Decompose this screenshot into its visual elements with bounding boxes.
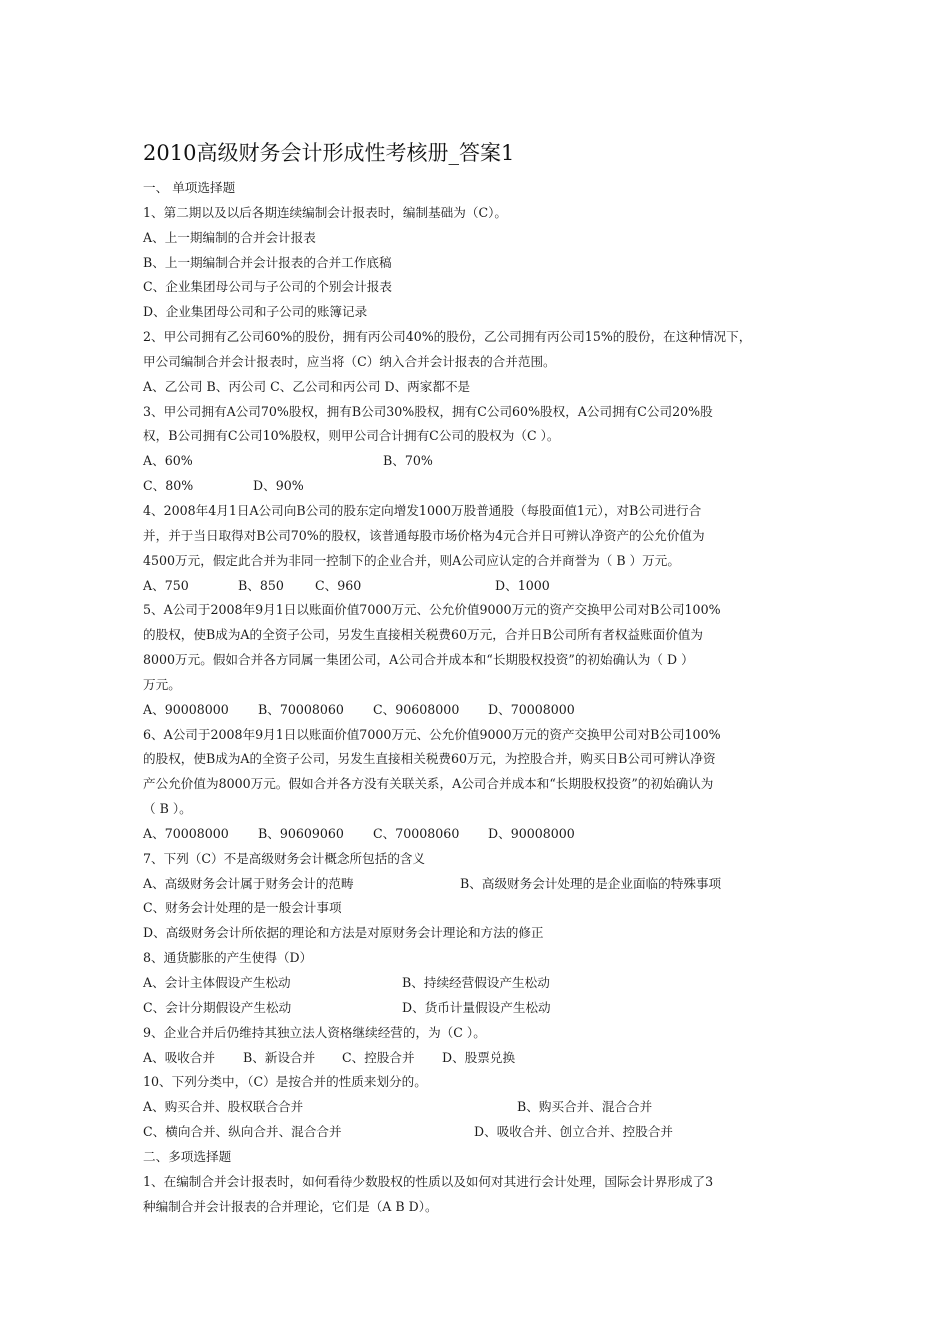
option-text: A、70008000 xyxy=(143,825,229,841)
line-text: 种编制合并会计报表的合并理论，它们是（A B D）。 xyxy=(143,1198,438,1214)
text-line xyxy=(143,747,823,772)
text-line xyxy=(143,1046,823,1071)
text-line xyxy=(143,524,823,549)
line-text: A、乙公司 B、丙公司 C、乙公司和丙公司 D、两家都不是 xyxy=(143,378,471,394)
text-line xyxy=(143,1145,823,1170)
line-text: D、高级财务会计所依据的理论和方法是对原财务会计理论和方法的修正 xyxy=(143,925,544,941)
text-line xyxy=(143,822,823,847)
option-text: A、吸收合并 xyxy=(143,1049,216,1065)
option-text: B、70008060 xyxy=(258,701,344,717)
line-text: 甲公司编制合并会计报表时，应当将（C）纳入合并会计报表的合并范围。 xyxy=(143,353,556,369)
line-text: 8000万元。假如合并各方同属一集团公司，A公司合并成本和“长期股权投资”的初始确认为（ D ） xyxy=(143,652,694,668)
line-text: 2、甲公司拥有乙公司60%的股份，拥有丙公司40%的股份，乙公司拥有丙公司15%的股份，在这种情况下， xyxy=(143,329,752,345)
text-line xyxy=(143,1095,823,1120)
text-line xyxy=(143,598,823,623)
document-title: 2010高级财务会计形成性考核册_答案1 xyxy=(143,141,515,165)
line-text: A、上一期编制的合并会计报表 xyxy=(143,229,316,245)
option-text: A、高级财务会计属于财务会计的范畴 xyxy=(143,875,354,891)
option-text: A、750 xyxy=(143,577,189,593)
option-text: D、1000 xyxy=(495,577,550,593)
option-text: C、90608000 xyxy=(373,701,460,717)
option-text: B、购买合并、混合合并 xyxy=(517,1099,653,1115)
text-line xyxy=(143,1120,823,1145)
text-line xyxy=(143,300,823,325)
option-text: C、80% xyxy=(143,478,194,494)
text-line xyxy=(143,251,823,276)
text-line xyxy=(143,847,823,872)
text-line xyxy=(143,201,823,226)
line-text: D、企业集团母公司和子公司的账簿记录 xyxy=(143,304,368,320)
option-text: A、会计主体假设产生松动 xyxy=(143,975,291,990)
text-line xyxy=(143,325,823,350)
line-text: （ B ）。 xyxy=(143,801,192,817)
option-text: A、60% xyxy=(143,453,193,469)
option-text: D、70008000 xyxy=(488,701,575,717)
text-line xyxy=(143,424,823,449)
text-line xyxy=(143,449,823,474)
text-line xyxy=(143,772,823,797)
option-text: C、70008060 xyxy=(373,825,460,841)
text-line xyxy=(143,474,823,499)
text-line xyxy=(143,896,823,921)
option-text: C、控股合并 xyxy=(342,1049,415,1065)
option-text: C、960 xyxy=(315,577,362,593)
text-line xyxy=(143,872,823,897)
line-text: 一、 单项选择题 xyxy=(143,180,236,195)
line-text: 10、下列分类中，（C）是按合并的性质来划分的。 xyxy=(143,1074,427,1090)
text-line xyxy=(143,574,823,599)
text-line xyxy=(143,549,823,574)
text-line xyxy=(143,797,823,822)
text-line xyxy=(143,1170,823,1195)
line-text: C、财务会计处理的是一般会计事项 xyxy=(143,900,342,916)
text-line xyxy=(143,996,823,1021)
option-text: B、850 xyxy=(238,577,284,593)
text-line xyxy=(143,971,823,996)
line-text: 二、多项选择题 xyxy=(143,1148,232,1164)
option-text: B、高级财务会计处理的是企业面临的特殊事项 xyxy=(460,875,722,891)
text-line xyxy=(143,698,823,723)
option-text: D、90008000 xyxy=(488,825,575,841)
line-text: 产公允价值为8000万元。假如合并各方没有关联关系，A公司合并成本和“长期股权投资”的初始确认为 xyxy=(143,776,714,792)
text-line xyxy=(143,946,823,971)
text-line xyxy=(143,1070,823,1095)
line-text: 的股权，使B成为A的全资子公司，另发生直接相关税费60万元，合并日B公司所有者权益账面价值为 xyxy=(143,627,703,643)
text-line xyxy=(143,648,823,673)
option-text: C、横向合并、纵向合并、混合合并 xyxy=(143,1124,342,1140)
text-line xyxy=(143,375,823,400)
line-text: 的股权，使B成为A的全资子公司，另发生直接相关税费60万元，为控股合并，购买日B公司可辨认净资 xyxy=(143,751,716,767)
option-text: B、90609060 xyxy=(258,825,344,841)
option-text: D、股票兑换 xyxy=(442,1049,516,1065)
line-text: B、上一期编制合并会计报表的合并工作底稿 xyxy=(143,254,392,270)
option-text: B、持续经营假设产生松动 xyxy=(402,975,550,990)
line-text: 5、A公司于2008年9月1日以账面价值7000万元、公允价值9000万元的资产交换甲公司对B公司100% xyxy=(143,602,721,618)
document-body xyxy=(143,176,823,1219)
option-text: B、新设合并 xyxy=(243,1049,316,1065)
line-text: 3、甲公司拥有A公司70%股权，拥有B公司30%股权，拥有C公司60%股权，A公司拥有C公司20%股 xyxy=(143,403,713,419)
text-line xyxy=(143,499,823,524)
text-line xyxy=(143,623,823,648)
option-text: A、90008000 xyxy=(143,701,229,717)
option-text: D、90% xyxy=(253,478,304,494)
line-text: 权，B公司拥有C公司10%股权，则甲公司合计拥有C公司的股权为（C ）。 xyxy=(143,428,560,444)
text-line xyxy=(143,176,823,201)
text-line xyxy=(143,400,823,425)
text-line xyxy=(143,673,823,698)
line-text: 4500万元，假定此合并为非同一控制下的企业合并，则A公司应认定的合并商誉为（ B ）万元。 xyxy=(143,552,680,568)
text-line xyxy=(143,921,823,946)
line-text: 6、A公司于2008年9月1日以账面价值7000万元、公允价值9000万元的资产交换甲公司对B公司100% xyxy=(143,726,721,742)
line-text: 万元。 xyxy=(143,676,181,692)
line-text: 并，并于当日取得对B公司70%的股权，该普通每股市场价格为4元合并日可辨认净资产的公允价值为 xyxy=(143,527,705,543)
line-text: 1、在编制合并会计报表时，如何看待少数股权的性质以及如何对其进行会计处理，国际会计界形成了3 xyxy=(143,1173,714,1189)
line-text: 9、企业合并后仍维持其独立法人资格继续经营的，为（C ）。 xyxy=(143,1024,486,1040)
line-text: 4、2008年4月1日A公司向B公司的股东定向增发1000万股普通股（每股面值1元），对B公司进行合 xyxy=(143,502,702,518)
text-line xyxy=(143,350,823,375)
option-text: B、70% xyxy=(383,453,433,469)
line-text: 8、通货膨胀的产生使得（D） xyxy=(143,950,313,966)
text-line xyxy=(143,1021,823,1046)
text-line xyxy=(143,275,823,300)
text-line xyxy=(143,723,823,748)
option-text: D、货币计量假设产生松动 xyxy=(402,999,551,1015)
option-text: A、购买合并、股权联合合并 xyxy=(143,1099,304,1115)
text-line xyxy=(143,226,823,251)
option-text: C、会计分期假设产生松动 xyxy=(143,999,292,1015)
line-text: 1、第二期以及以后各期连续编制会计报表时，编制基础为（C）。 xyxy=(143,204,507,220)
line-text: 7、下列（C）不是高级财务会计概念所包括的含义 xyxy=(143,850,426,866)
option-text: D、吸收合并、创立合并、控股合并 xyxy=(474,1124,674,1140)
text-line xyxy=(143,1195,823,1220)
line-text: C、企业集团母公司与子公司的个别会计报表 xyxy=(143,279,392,295)
